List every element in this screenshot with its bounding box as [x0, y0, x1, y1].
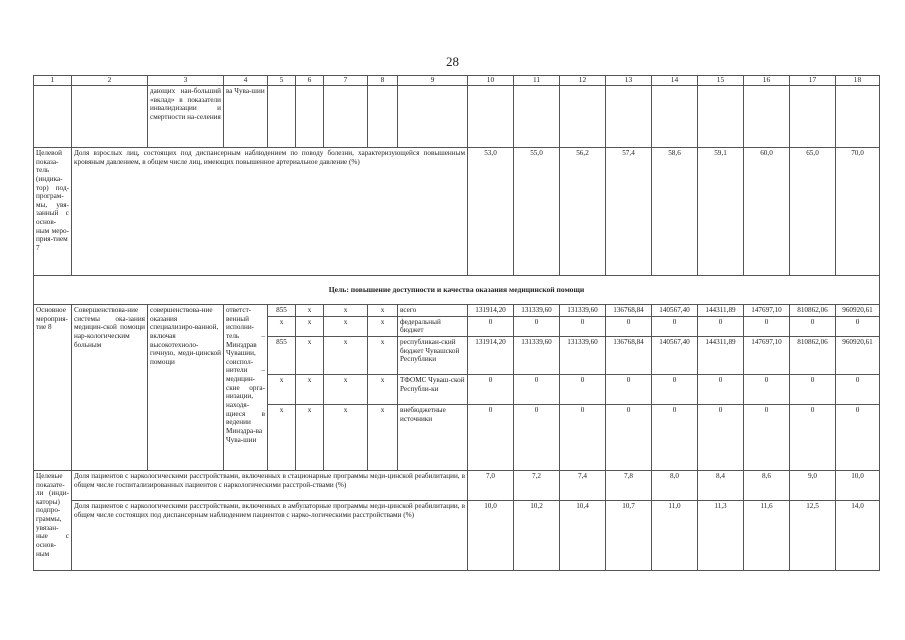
- value-cell: 0: [790, 404, 836, 470]
- value-cell: 0: [698, 316, 744, 336]
- value-cell: 7,2: [514, 470, 560, 500]
- value-cell: 10,7: [606, 500, 652, 570]
- value-cell: 0: [698, 374, 744, 404]
- value-cell: 131339,60: [514, 305, 560, 317]
- target-indicator-8-row: [34, 470, 880, 500]
- value-cell: 0: [652, 404, 698, 470]
- target-indicator-label: Целевые показате-ли (инди-каторы) подпро-граммы, увязан-ные с основ-ным: [34, 470, 72, 570]
- target-indicator-text: Доля пациентов с наркологическими расстройствами, включенных в стационарные программы меди-цинской реабилитации, в общем числе госпитализированных пациентов с наркологическими расстрой-ствами (%): [72, 470, 468, 500]
- value-cell: 7,4: [560, 470, 606, 500]
- value-cell: 960920,61: [836, 336, 880, 374]
- value-cell: 60,0: [744, 148, 790, 276]
- value-cell: 144311,89: [698, 305, 744, 317]
- value-cell: 70,0: [836, 148, 880, 276]
- value-cell: 0: [560, 316, 606, 336]
- header-cell: 8: [368, 76, 398, 86]
- code-cell: x: [268, 316, 296, 336]
- code-cell: x: [324, 374, 368, 404]
- goal-row: [34, 276, 880, 305]
- header-cell: 16: [744, 76, 790, 86]
- value-cell: 58,6: [652, 148, 698, 276]
- value-cell: 8,4: [698, 470, 744, 500]
- value-cell: 0: [836, 374, 880, 404]
- value-cell: 59,1: [698, 148, 744, 276]
- continuation-measure-text: дающих наи-больший «вклад» в показатели инвалидизации и смертности на-селения: [148, 86, 224, 148]
- value-cell: 7,8: [606, 470, 652, 500]
- funding-source: республикан-ский бюджет Чувашской Республики: [398, 336, 468, 374]
- value-cell: 140567,40: [652, 336, 698, 374]
- header-cell: 9: [398, 76, 468, 86]
- header-cell: 1: [34, 76, 72, 86]
- funding-source: всего: [398, 305, 468, 317]
- code-cell: 855: [268, 305, 296, 317]
- code-cell: x: [324, 305, 368, 317]
- header-cell: 5: [268, 76, 296, 86]
- value-cell: 10,4: [560, 500, 606, 570]
- value-cell: 0: [836, 404, 880, 470]
- header-cell: 12: [560, 76, 606, 86]
- goal-heading: Цель: повышение доступности и качества оказания медицинской помощи: [34, 276, 880, 305]
- value-cell: 0: [790, 316, 836, 336]
- value-cell: 55,0: [514, 148, 560, 276]
- value-cell: 8,0: [652, 470, 698, 500]
- main-event-name: Совершенствова-ние системы ока-зания медицин-ской помощи нар-кологическим больным: [72, 305, 148, 471]
- code-cell: x: [268, 404, 296, 470]
- code-cell: x: [324, 404, 368, 470]
- code-cell: x: [296, 404, 324, 470]
- code-cell: x: [296, 336, 324, 374]
- value-cell: 140567,40: [652, 305, 698, 317]
- value-cell: 0: [514, 374, 560, 404]
- main-event-label: Основное мероприя-тие 8: [34, 305, 72, 471]
- value-cell: 0: [468, 374, 514, 404]
- value-cell: 11,6: [744, 500, 790, 570]
- code-cell: x: [296, 316, 324, 336]
- code-cell: x: [368, 374, 398, 404]
- header-cell: 18: [836, 76, 880, 86]
- code-cell: x: [268, 374, 296, 404]
- value-cell: 0: [744, 374, 790, 404]
- value-cell: 136768,84: [606, 305, 652, 317]
- value-cell: 131914,20: [468, 336, 514, 374]
- value-cell: 144311,89: [698, 336, 744, 374]
- code-cell: x: [368, 404, 398, 470]
- continuation-row: [34, 86, 880, 148]
- value-cell: 810862,06: [790, 305, 836, 317]
- value-cell: 0: [606, 374, 652, 404]
- event8-row-total: [34, 305, 880, 317]
- value-cell: 65,0: [790, 148, 836, 276]
- main-event-measure: совершенствова-ние оказания специализиро-ванной, включая высокотехноло-гичную, меди-цинской помощи: [148, 305, 224, 471]
- value-cell: 960920,61: [836, 305, 880, 317]
- program-table: [33, 75, 880, 571]
- code-cell: x: [324, 316, 368, 336]
- value-cell: 131339,60: [560, 336, 606, 374]
- value-cell: 0: [652, 374, 698, 404]
- value-cell: 147697,10: [744, 336, 790, 374]
- header-cell: 15: [698, 76, 744, 86]
- target-indicator-8-row: [34, 500, 880, 570]
- value-cell: 14,0: [836, 500, 880, 570]
- value-cell: 0: [560, 374, 606, 404]
- value-cell: 0: [560, 404, 606, 470]
- header-cell: 11: [514, 76, 560, 86]
- code-cell: 855: [268, 336, 296, 374]
- page-number: 28: [446, 54, 459, 69]
- header-cell: 4: [224, 76, 268, 86]
- value-cell: 11,3: [698, 500, 744, 570]
- value-cell: 57,4: [606, 148, 652, 276]
- value-cell: 11,0: [652, 500, 698, 570]
- code-cell: x: [324, 336, 368, 374]
- value-cell: 0: [744, 404, 790, 470]
- value-cell: 9,0: [790, 470, 836, 500]
- value-cell: 131339,60: [560, 305, 606, 317]
- value-cell: 0: [836, 316, 880, 336]
- value-cell: 0: [468, 404, 514, 470]
- header-cell: 14: [652, 76, 698, 86]
- funding-source: внебюджетные источники: [398, 404, 468, 470]
- value-cell: 56,2: [560, 148, 606, 276]
- target-indicator-text: Доля взрослых лиц, состоящих под диспансерным наблюдением по поводу болезни, характеризующейся повышенным кровяным давлением, в общем числе лиц, имеющих повышенное артериальное давление (%): [72, 148, 468, 276]
- value-cell: 10,0: [836, 470, 880, 500]
- value-cell: 8,6: [744, 470, 790, 500]
- code-cell: x: [368, 336, 398, 374]
- value-cell: 7,0: [468, 470, 514, 500]
- header-cell: 2: [72, 76, 148, 86]
- value-cell: 0: [468, 316, 514, 336]
- continuation-executor-text: ва Чува-шии: [224, 86, 268, 148]
- code-cell: x: [296, 305, 324, 317]
- value-cell: 0: [514, 404, 560, 470]
- target-indicator-7-row: [34, 148, 880, 276]
- header-cell: 13: [606, 76, 652, 86]
- value-cell: 0: [606, 404, 652, 470]
- header-cell: 7: [324, 76, 368, 86]
- value-cell: 0: [652, 316, 698, 336]
- code-cell: x: [368, 305, 398, 317]
- value-cell: 131339,60: [514, 336, 560, 374]
- value-cell: 12,5: [790, 500, 836, 570]
- funding-source: ТФОМС Чуваш-ской Республи-ки: [398, 374, 468, 404]
- funding-source: федеральный бюджет: [398, 316, 468, 336]
- header-cell: 17: [790, 76, 836, 86]
- target-indicator-label: Целевой показа-тель (индика-тор) под-програм-мы, увя-занный с основ-ным меро-прия-тием 7: [34, 148, 72, 276]
- value-cell: 136768,84: [606, 336, 652, 374]
- value-cell: 147697,10: [744, 305, 790, 317]
- value-cell: 810862,06: [790, 336, 836, 374]
- value-cell: 0: [606, 316, 652, 336]
- main-event-executor: ответст-венный исполни-тель – Минздрав Чувашии, соиспол-нители – медицин-ские орга-низации, находя-щиеся в ведении Минздра-ва Чува-шии: [224, 305, 268, 471]
- value-cell: 10,2: [514, 500, 560, 570]
- code-cell: x: [296, 374, 324, 404]
- target-indicator-text: Доля пациентов с наркологическими расстройствами, включенных в амбулаторные программы меди-цинской реабилитации, в общем числе состоящих под диспансерным наблюдением пациентов с нарко-логическими расстройствами (%): [72, 500, 468, 570]
- value-cell: 0: [790, 374, 836, 404]
- header-row: [34, 76, 880, 86]
- value-cell: 10,0: [468, 500, 514, 570]
- value-cell: 0: [514, 316, 560, 336]
- header-cell: 10: [468, 76, 514, 86]
- value-cell: 131914,20: [468, 305, 514, 317]
- header-cell: 3: [148, 76, 224, 86]
- code-cell: x: [368, 316, 398, 336]
- value-cell: 0: [698, 404, 744, 470]
- value-cell: 0: [744, 316, 790, 336]
- header-cell: 6: [296, 76, 324, 86]
- value-cell: 53,0: [468, 148, 514, 276]
